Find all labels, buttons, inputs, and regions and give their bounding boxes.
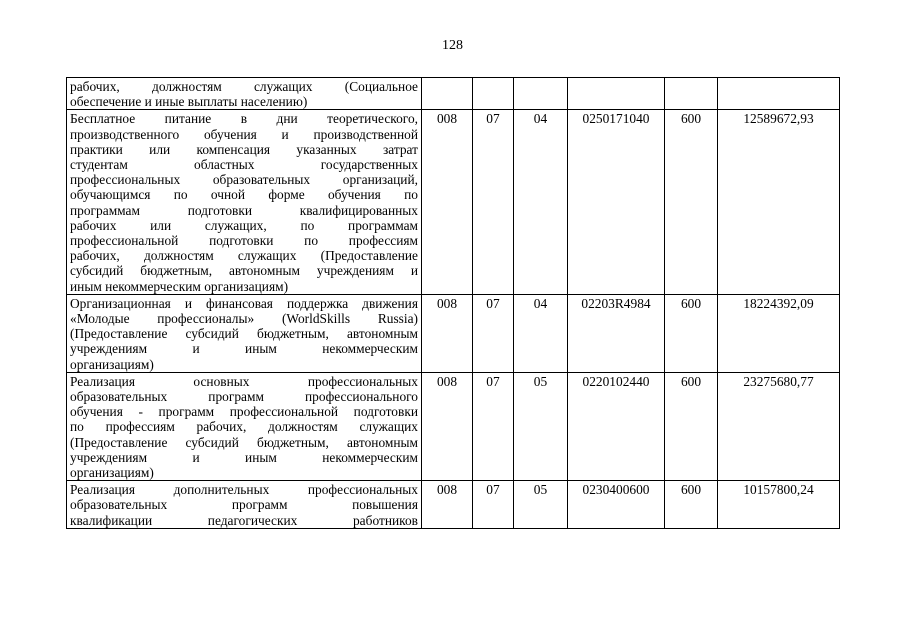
rz-cell: 07 bbox=[473, 481, 514, 529]
rz-cell: 07 bbox=[473, 110, 514, 294]
sum-cell: 10157800,24 bbox=[718, 481, 840, 529]
pr-cell bbox=[514, 78, 568, 110]
row-name-line: обучения - программ профессиональной подготовки bbox=[70, 404, 418, 420]
vr-cell: 600 bbox=[665, 110, 718, 294]
row-name-line: практики или компенсация указанных затрат bbox=[70, 141, 418, 157]
ved-cell: 008 bbox=[422, 294, 473, 372]
rz-cell: 07 bbox=[473, 294, 514, 372]
row-name-cell bbox=[67, 372, 422, 480]
row-name-line: образовательных программ повышения bbox=[70, 497, 418, 513]
csr-cell: 0250171040 bbox=[568, 110, 665, 294]
csr-cell: 0230400600 bbox=[568, 481, 665, 529]
row-name-cell bbox=[67, 294, 422, 372]
vr-cell bbox=[665, 78, 718, 110]
ved-cell: 008 bbox=[422, 372, 473, 480]
table-row bbox=[67, 372, 840, 480]
ved-cell bbox=[422, 78, 473, 110]
vr-cell: 600 bbox=[665, 481, 718, 529]
row-name-line: «Молодые профессионалы» (WorldSkills Russia) bbox=[70, 311, 418, 327]
row-name-line: учреждениям и иным некоммерческим bbox=[70, 341, 418, 357]
row-name-line: по профессиям рабочих, должностям служащих bbox=[70, 419, 418, 435]
sum-cell bbox=[718, 78, 840, 110]
ved-cell: 008 bbox=[422, 110, 473, 294]
sum-cell: 18224392,09 bbox=[718, 294, 840, 372]
row-name-line: Бесплатное питание в дни теоретического, bbox=[70, 111, 418, 127]
pr-cell: 05 bbox=[514, 372, 568, 480]
table-row bbox=[67, 110, 840, 294]
row-name-line: (Предоставление субсидий бюджетным, автономным bbox=[70, 326, 418, 342]
csr-cell: 0220102440 bbox=[568, 372, 665, 480]
row-name-cell bbox=[67, 110, 422, 294]
rz-cell bbox=[473, 78, 514, 110]
row-name-line: Реализация дополнительных профессиональных bbox=[70, 482, 418, 498]
row-name-line: организациям) bbox=[70, 465, 154, 481]
row-name-line: рабочих или служащих, по программам bbox=[70, 217, 418, 233]
sum-cell: 12589672,93 bbox=[718, 110, 840, 294]
row-name-line: Организационная и финансовая поддержка движения bbox=[70, 295, 418, 311]
row-name-line: учреждениям и иным некоммерческим bbox=[70, 449, 418, 465]
row-name-line: студентам областных государственных bbox=[70, 157, 418, 173]
rz-cell: 07 bbox=[473, 372, 514, 480]
ved-cell: 008 bbox=[422, 481, 473, 529]
pr-cell: 05 bbox=[514, 481, 568, 529]
csr-cell bbox=[568, 78, 665, 110]
row-name-line: квалификации педагогических работников bbox=[70, 512, 418, 528]
row-name-line: рабочих, должностям служащих (Социальное bbox=[70, 79, 418, 94]
pr-cell: 04 bbox=[514, 294, 568, 372]
row-name-line: обучающимся по очной форме обучения по bbox=[70, 187, 418, 203]
row-name-line: профессиональных образовательных организаций, bbox=[70, 172, 418, 188]
row-name-line: программам подготовки квалифицированных bbox=[70, 202, 418, 218]
row-name-line: производственного обучения и производственной bbox=[70, 126, 418, 142]
row-name-line: (Предоставление субсидий бюджетным, автономным bbox=[70, 434, 418, 450]
row-name-cell bbox=[67, 481, 422, 529]
sum-cell: 23275680,77 bbox=[718, 372, 840, 480]
row-name-line: образовательных программ профессионального bbox=[70, 389, 418, 405]
csr-cell: 02203R4984 bbox=[568, 294, 665, 372]
table-row bbox=[67, 481, 840, 529]
budget-table bbox=[66, 77, 840, 529]
vr-cell: 600 bbox=[665, 294, 718, 372]
row-name-line: организациям) bbox=[70, 356, 154, 372]
vr-cell: 600 bbox=[665, 372, 718, 480]
row-name-line: рабочих, должностям служащих (Предоставление bbox=[70, 248, 418, 264]
row-name-line: субсидий бюджетным, автономным учреждениям и bbox=[70, 263, 418, 279]
table-row bbox=[67, 78, 840, 110]
row-name-line: обеспечение и иные выплаты населению) bbox=[70, 94, 308, 110]
table-row bbox=[67, 294, 840, 372]
row-name-cell bbox=[67, 78, 422, 110]
row-name-line: профессиональной подготовки по профессиям bbox=[70, 233, 418, 249]
pr-cell: 04 bbox=[514, 110, 568, 294]
page-number: 128 bbox=[442, 38, 463, 53]
row-name-line: Реализация основных профессиональных bbox=[70, 373, 418, 389]
row-name-line: иным некоммерческим организациям) bbox=[70, 278, 289, 294]
